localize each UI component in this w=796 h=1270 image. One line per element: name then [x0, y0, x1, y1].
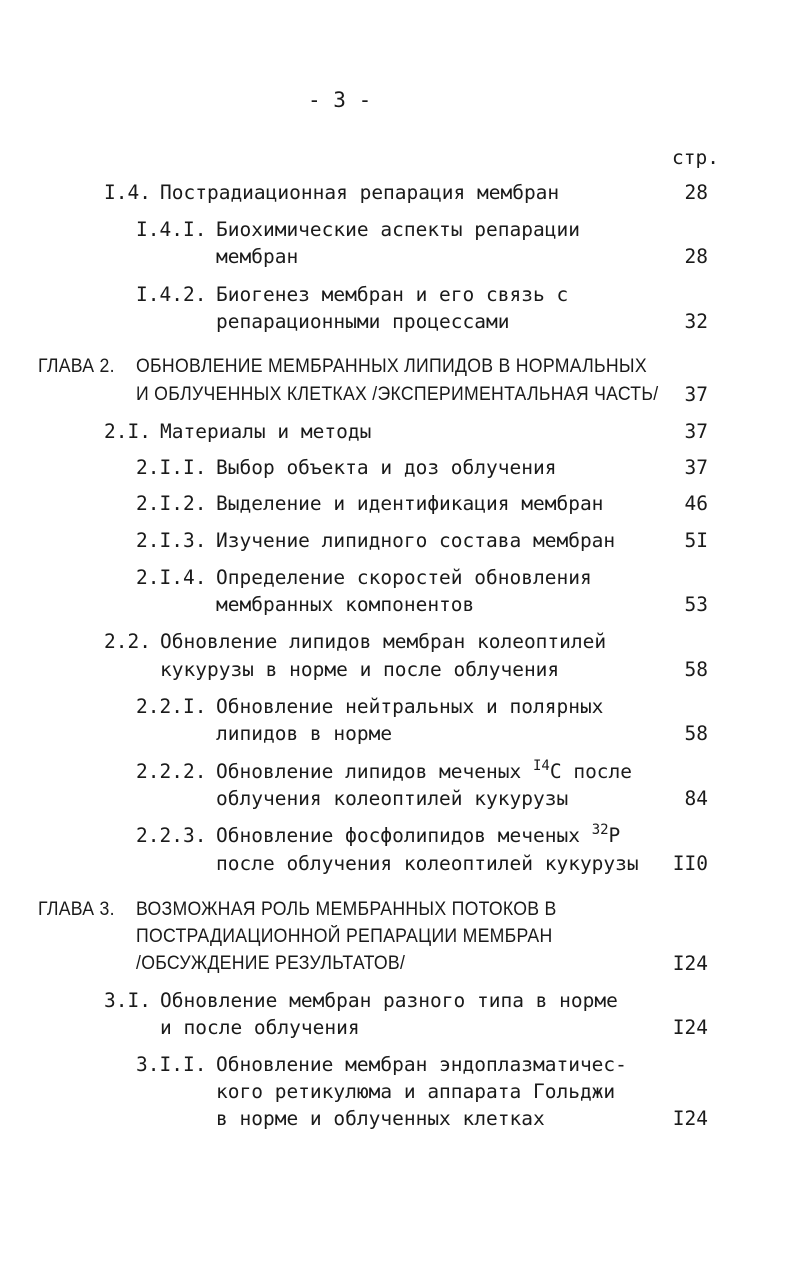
toc-entry-page: 46: [684, 492, 708, 515]
toc-entry-page: 5I: [684, 529, 708, 552]
toc-entry-page: 84: [684, 787, 708, 810]
toc-entry-page: 37: [684, 456, 708, 479]
toc-entry-page: I24: [672, 1107, 708, 1130]
title-text: Р: [608, 824, 621, 847]
toc-entry-page: 37: [684, 420, 708, 443]
toc-entry-title: Обновление мембран эндоплазматичес-: [216, 1053, 627, 1076]
toc-entry-title: Изучение липидного состава мембран: [216, 529, 616, 552]
toc-entry-title: Обновление липидов мембран колеоптилей: [160, 630, 607, 653]
toc-entry-title: мембран: [216, 245, 299, 268]
toc-entry-page: I24: [672, 952, 708, 975]
toc-chapter-number: ГЛАВА 3.: [38, 899, 115, 920]
toc-entry-number: 2.I.4.: [136, 566, 207, 589]
toc-entry-title: Обновление нейтральных и полярных: [216, 695, 604, 718]
toc-entry-number: 3.I.I.: [136, 1053, 207, 1076]
toc-entry-page: 53: [684, 593, 708, 616]
toc-entry-title: облучения колеоптилей кукурузы: [216, 787, 569, 810]
toc-entry-number: 2.I.I.: [136, 456, 207, 479]
toc-entry-page: 58: [684, 722, 708, 745]
toc-entry-page: 58: [684, 658, 708, 681]
title-text: С после: [549, 760, 633, 783]
toc-entry-title: Выбор объекта и доз облучения: [216, 456, 557, 479]
toc-entry-title: [216, 758, 632, 786]
title-text: Обновление липидов меченых: [216, 760, 533, 783]
title-text: Обновление фосфолипидов меченых: [216, 824, 592, 847]
toc-entry-title: после облучения колеоптилей кукурузы: [216, 852, 639, 875]
toc-entry-title: Материалы и методы: [160, 420, 372, 443]
toc-entry-title: и после облучения: [160, 1016, 360, 1039]
toc-entry-title: [216, 822, 620, 850]
toc-chapter-title: /ОБСУЖДЕНИЕ РЕЗУЛЬТАТОВ/: [136, 953, 406, 974]
toc-entry-page: 37: [684, 383, 708, 406]
toc-entry-number: 2.I.2.: [136, 492, 207, 515]
toc-entry-page: I24: [672, 1016, 708, 1039]
toc-entry-title: Биохимические аспекты репарации: [216, 218, 580, 241]
toc-entry-title: кукурузы в норме и после облучения: [160, 658, 560, 681]
toc-entry-page: 28: [684, 181, 708, 204]
toc-entry-number: 2.2.2.: [136, 760, 207, 783]
toc-entry-number: 2.I.: [104, 420, 151, 443]
isotope-mass-number: I4: [532, 758, 550, 774]
toc-entry-title: Обновление мембран разного типа в норме: [160, 989, 618, 1012]
toc-entry-title: Выделение и идентификация мембран: [216, 492, 604, 515]
toc-chapter-title: И ОБЛУЧЕННЫХ КЛЕТКАХ /ЭКСПЕРИМЕНТАЛЬНАЯ ЧАСТЬ/: [136, 384, 659, 405]
toc-chapter-title: ПОСТРАДИАЦИОННОЙ РЕПАРАЦИИ МЕМБРАН: [136, 926, 553, 947]
toc-entry-number: I.4.2.: [136, 283, 207, 306]
toc-chapter-title: ОБНОВЛЕНИЕ МЕМБРАННЫХ ЛИПИДОВ В НОРМАЛЬНЫХ: [136, 356, 647, 377]
toc-entry-title: репарационными процессами: [216, 310, 510, 333]
toc-entry-page: II0: [672, 852, 708, 875]
toc-entry-page: 28: [684, 245, 708, 268]
isotope-mass-number: 32: [591, 822, 609, 838]
toc-entry-number: I.4.: [104, 181, 151, 204]
page-number: - 3 -: [308, 88, 372, 112]
toc-entry-number: 2.I.3.: [136, 529, 207, 552]
toc-entry-title: мембранных компонентов: [216, 593, 475, 616]
toc-entry-title: Пострадиационная репарация мембран: [160, 181, 560, 204]
toc-entry-title: Биогенез мембран и его связь с: [216, 283, 569, 306]
toc-entry-number: 2.2.: [104, 630, 151, 653]
toc-chapter-number: ГЛАВА 2.: [38, 356, 115, 377]
toc-chapter-title: ВОЗМОЖНАЯ РОЛЬ МЕМБРАННЫХ ПОТОКОВ В: [136, 899, 557, 920]
page-column-header: стр.: [672, 146, 719, 169]
toc-entry-number: 3.I.: [104, 989, 151, 1012]
toc-entry-title: кого ретикулюма и аппарата Гольджи: [216, 1080, 616, 1103]
toc-entry-number: I.4.I.: [136, 218, 207, 241]
toc-entry-number: 2.2.3.: [136, 824, 207, 847]
toc-entry-page: 32: [684, 310, 708, 333]
toc-entry-title: Определение скоростей обновления: [216, 566, 592, 589]
toc-entry-title: в норме и облученных клетках: [216, 1107, 545, 1130]
toc-entry-title: липидов в норме: [216, 722, 393, 745]
toc-entry-number: 2.2.I.: [136, 695, 207, 718]
